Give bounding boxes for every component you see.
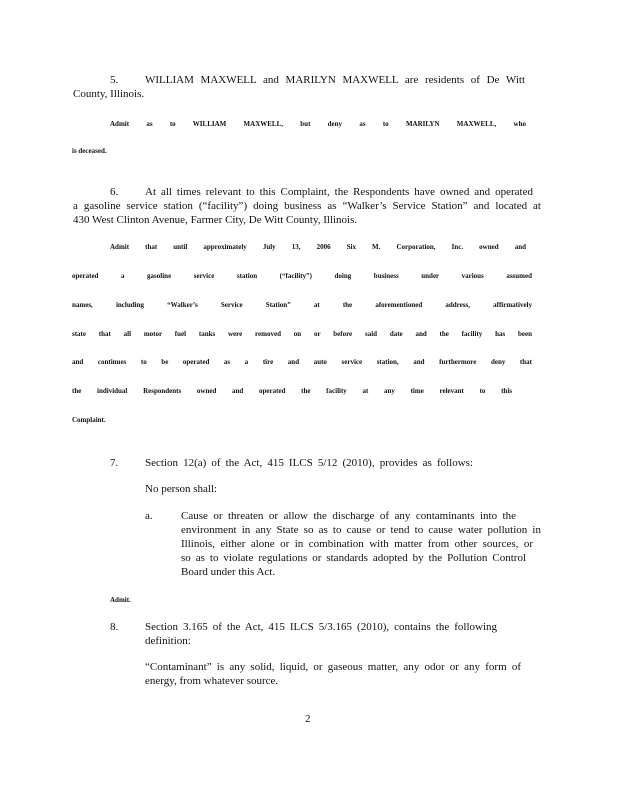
paragraph-8-text-line-1: Section 3.165 of the Act, 415 ILCS 5/3.165 (2010), contains the following	[145, 621, 497, 633]
paragraph-6-answer-line-3: names, including “Walker’s Service Station” at the aforementioned address, affirmatively	[72, 301, 532, 309]
paragraph-7-sub-line-3: Illinois, either alone or in combination with matter from other sources, or	[181, 538, 533, 550]
paragraph-7-sub-line-4: so as to violate regulations or standards adopted by the Pollution Control	[181, 552, 526, 564]
paragraph-6-answer-line-4: state that all motor fuel tanks were removed on or before said date and the facility has been	[72, 330, 532, 338]
paragraph-8-definition-line-2: energy, from whatever source.	[145, 675, 279, 687]
paragraph-8-number: 8.	[110, 621, 119, 633]
paragraph-6-answer-line-7: Complaint.	[72, 416, 106, 424]
paragraph-7-answer: Admit.	[110, 596, 131, 604]
paragraph-8-definition-line-1: “Contaminant” is any solid, liquid, or gaseous matter, any odor or any form of	[145, 661, 521, 673]
paragraph-7-line-1	[145, 456, 473, 470]
paragraph-6-answer-line-6: the individual Respondents owned and operated the facility at any time relevant to this	[72, 387, 512, 395]
paragraph-6-answer-line-1: Admit that until approximately July 13, 2006 Six M. Corporation, Inc. owned and	[110, 243, 526, 251]
paragraph-5-number: 5.	[110, 74, 119, 86]
paragraph-8-definition	[145, 660, 521, 688]
paragraph-7-text-line-1: Section 12(a) of the Act, 415 ILCS 5/12 (2010), provides as follows:	[145, 457, 473, 469]
paragraph-7-sub-label: a.	[145, 510, 153, 522]
paragraph-6-line-1	[145, 185, 533, 199]
paragraph-5-line-2: County, Illinois.	[73, 88, 145, 100]
paragraph-7-sub-line-1: Cause or threaten or allow the discharge of any contaminants into the	[181, 510, 516, 522]
paragraph-7-sub-text	[181, 509, 541, 579]
paragraph-6-number: 6.	[110, 186, 119, 198]
paragraph-8-line-2: definition:	[145, 635, 191, 647]
paragraph-6-answer-line-2: operated a gasoline service station (“facility”) doing business under various assumed	[72, 272, 532, 280]
paragraph-7-number: 7.	[110, 457, 119, 469]
paragraph-7-sub-line-2: environment in any State so as to cause or tend to cause water pollution in	[181, 524, 541, 536]
paragraph-7-sub-line-5: Board under this Act.	[181, 566, 276, 578]
page-number: 2	[305, 713, 311, 725]
paragraph-6-line-2	[73, 199, 541, 213]
paragraph-7-intro: No person shall:	[145, 483, 218, 495]
paragraph-5-answer-line-2: is deceased.	[72, 147, 107, 155]
paragraph-8-line-1	[145, 620, 497, 634]
paragraph-6-text-line-1: At all times relevant to this Complaint, the Respondents have owned and operated	[145, 186, 533, 198]
paragraph-6-line-3: 430 West Clinton Avenue, Farmer City, De Witt County, Illinois.	[73, 214, 358, 226]
paragraph-5-text-line-1: WILLIAM MAXWELL and MARILYN MAXWELL are residents of De Witt	[145, 74, 525, 86]
paragraph-5-answer-line-1: Admit as to WILLIAM MAXWELL, but deny as to MARILYN MAXWELL, who	[110, 120, 526, 128]
paragraph-5-line-1	[145, 73, 525, 87]
paragraph-6-text-line-2: a gasoline service station (“facility”) doing business as “Walker’s Service Station” and located at	[73, 200, 541, 212]
paragraph-6-answer-line-5: and continues to be operated as a tire and auto service station, and furthermore deny that	[72, 358, 532, 366]
